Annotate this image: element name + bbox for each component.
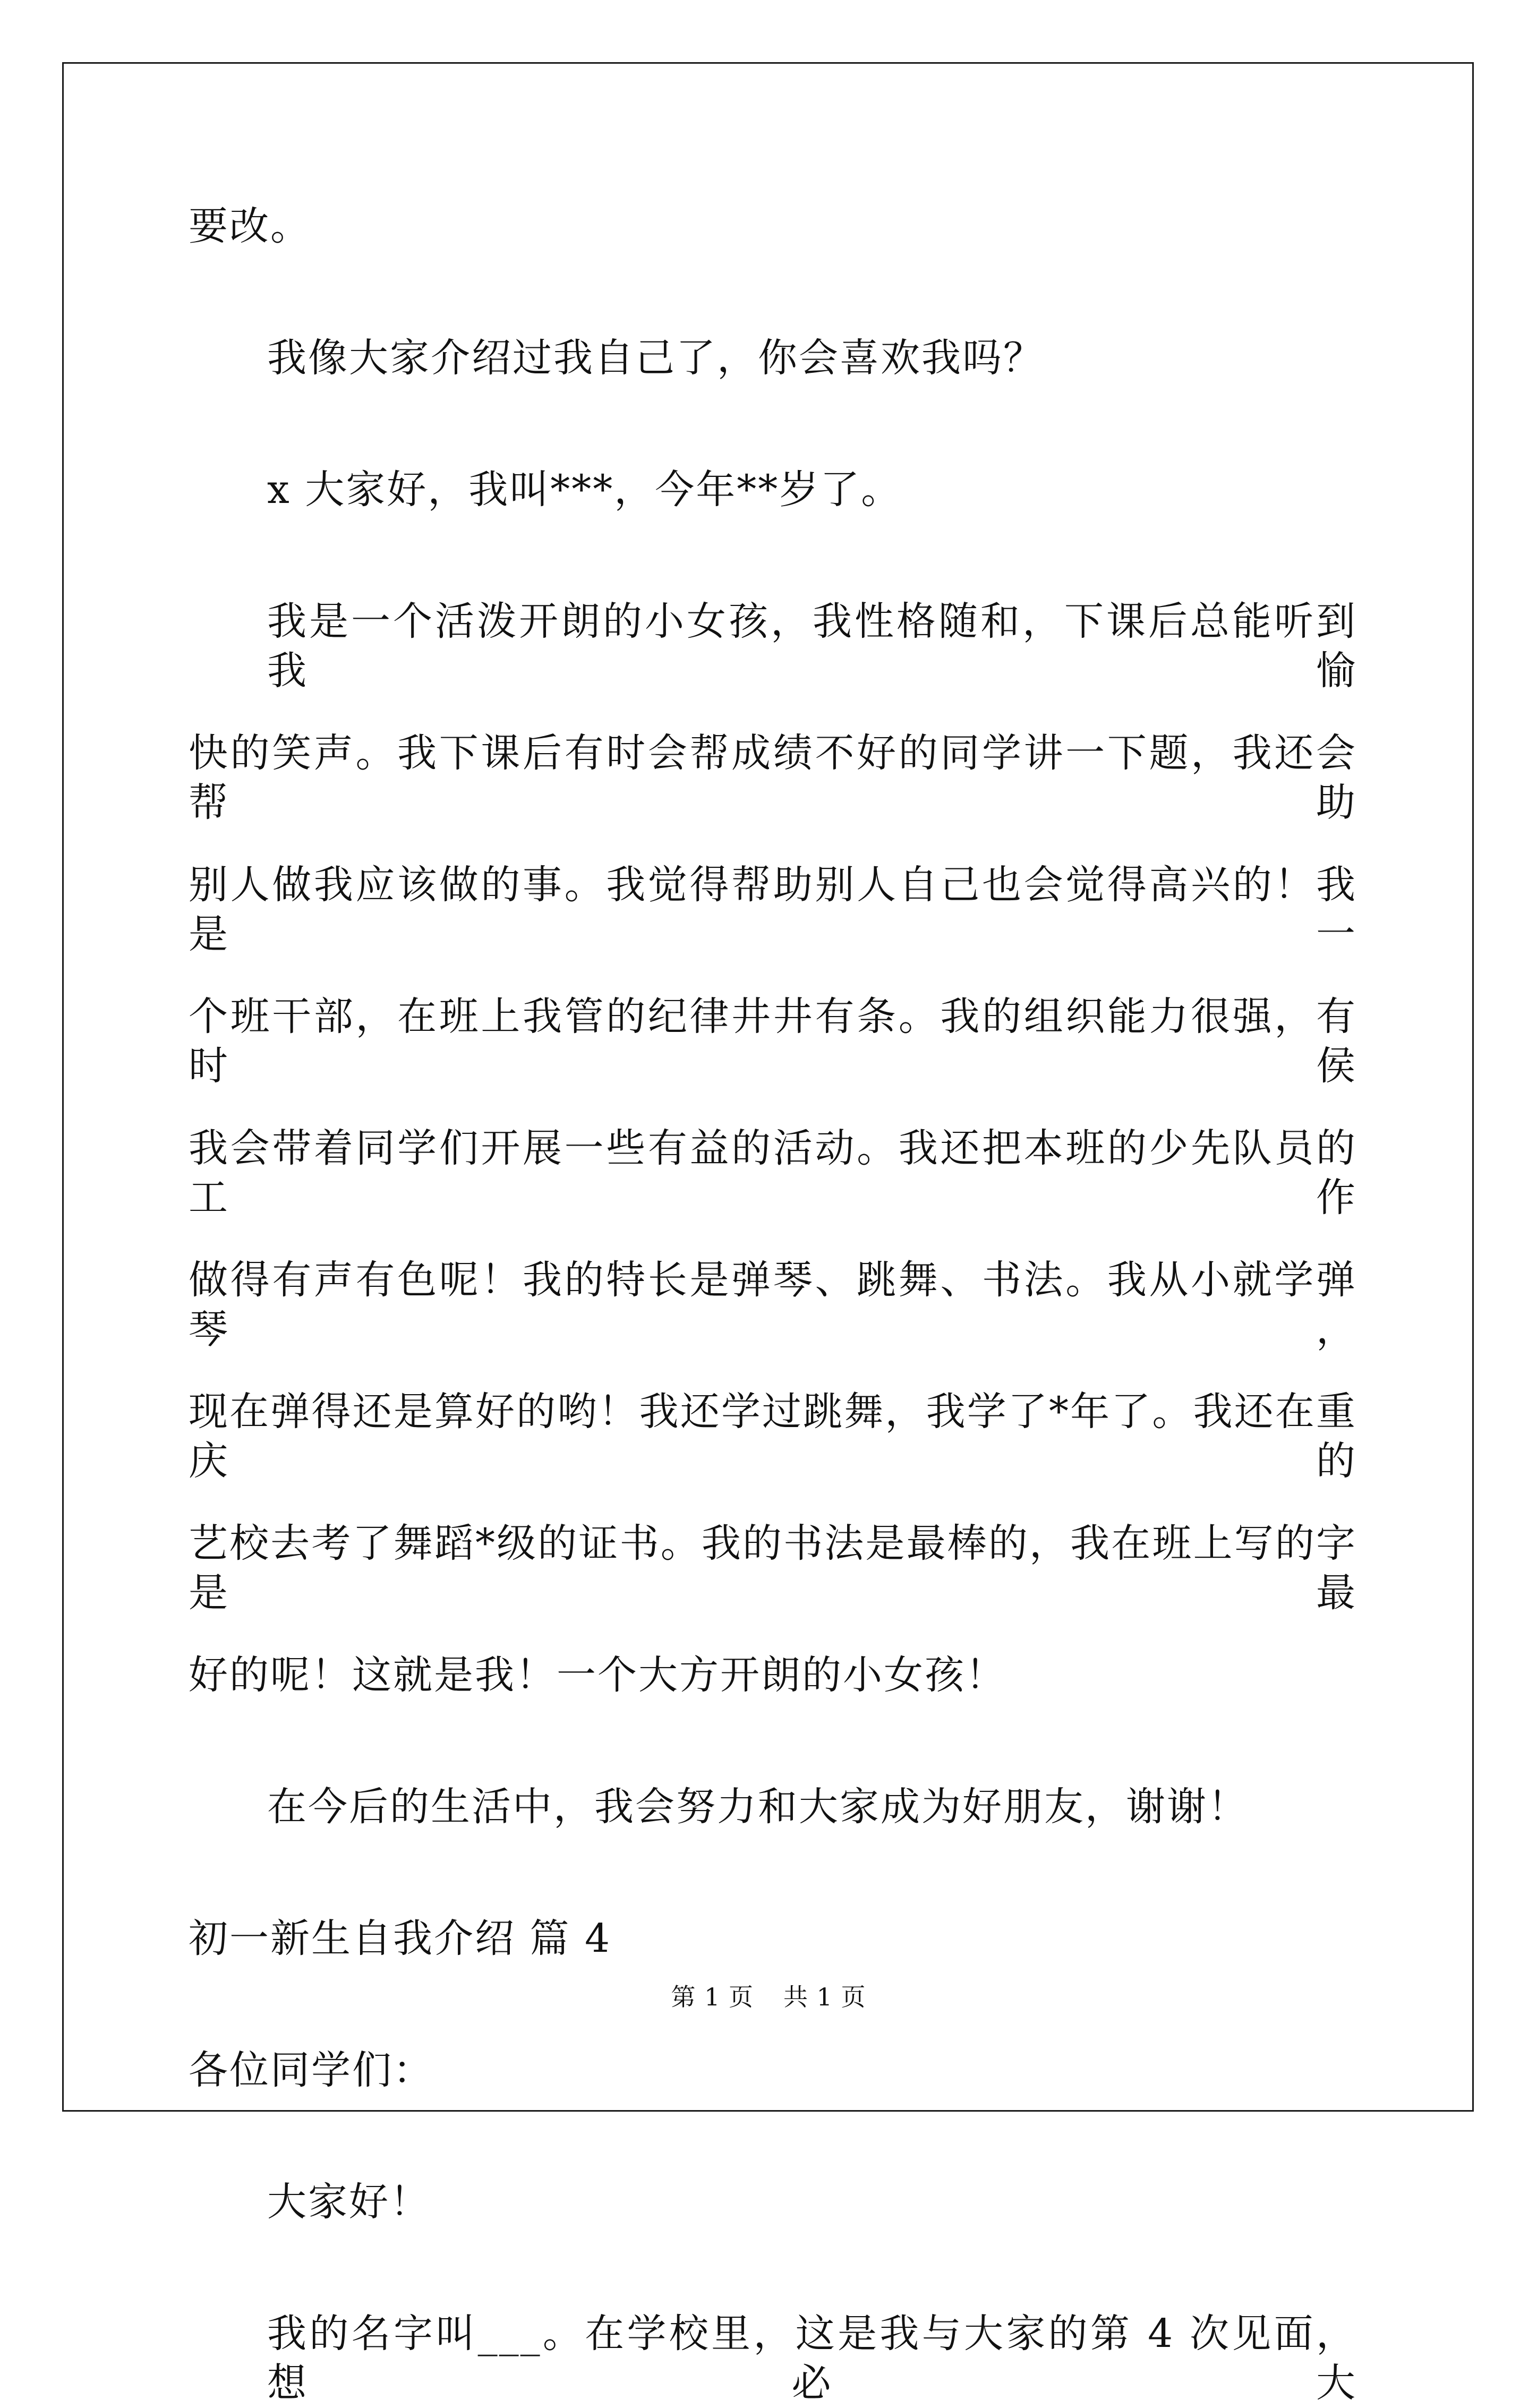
section-heading: 初一新生自我介绍 篇 4 [189, 1916, 612, 1961]
text-line: 在今后的生活中，我会努力和大家成为好朋友，谢谢！ [267, 1784, 1249, 1830]
text-line: 别人做我应该做的事。我觉得帮助别人自己也会觉得高兴的！我是一 [189, 862, 1357, 957]
page-number-total: 共 1 页 [783, 1983, 866, 2011]
page-footer [0, 1981, 1537, 2013]
page-number-current: 第 1 页 [671, 1983, 754, 2011]
document-body [189, 202, 1357, 2406]
text-line: 快的笑声。我下课后有时会帮成绩不好的同学讲一下题，我还会帮助 [189, 730, 1357, 825]
text-line: 我像大家介绍过我自己了，你会喜欢我吗？ [267, 335, 1044, 381]
text-line: 我是一个活泼开朗的小女孩，我性格随和，下课后总能听到我愉 [267, 599, 1357, 694]
text-line: 我会带着同学们开展一些有益的活动。我还把本班的少先队员的工作 [189, 1125, 1357, 1220]
text-line: 艺校去考了舞蹈*级的证书。我的书法是最棒的，我在班上写的字是最 [189, 1521, 1357, 1616]
text-line: 做得有声有色呢！我的特长是弹琴、跳舞、书法。我从小就学弹琴， [189, 1257, 1357, 1352]
text-line: x 大家好，我叫***，今年**岁了。 [267, 467, 902, 513]
salutation: 各位同学们： [189, 2047, 434, 2093]
text-line: 我的名字叫___。在学校里，这是我与大家的第 4 次见面，想必大 [267, 2311, 1357, 2406]
text-line: 要改。 [189, 203, 311, 249]
text-line: 现在弹得还是算好的哟！我还学过跳舞，我学了*年了。我还在重庆的 [189, 1389, 1357, 1484]
text-line: 个班干部，在班上我管的纪律井井有条。我的组织能力很强，有时侯 [189, 994, 1357, 1089]
greeting: 大家好！ [267, 2179, 431, 2225]
text-line: 好的呢！这就是我！一个大方开朗的小女孩！ [189, 1652, 1006, 1698]
